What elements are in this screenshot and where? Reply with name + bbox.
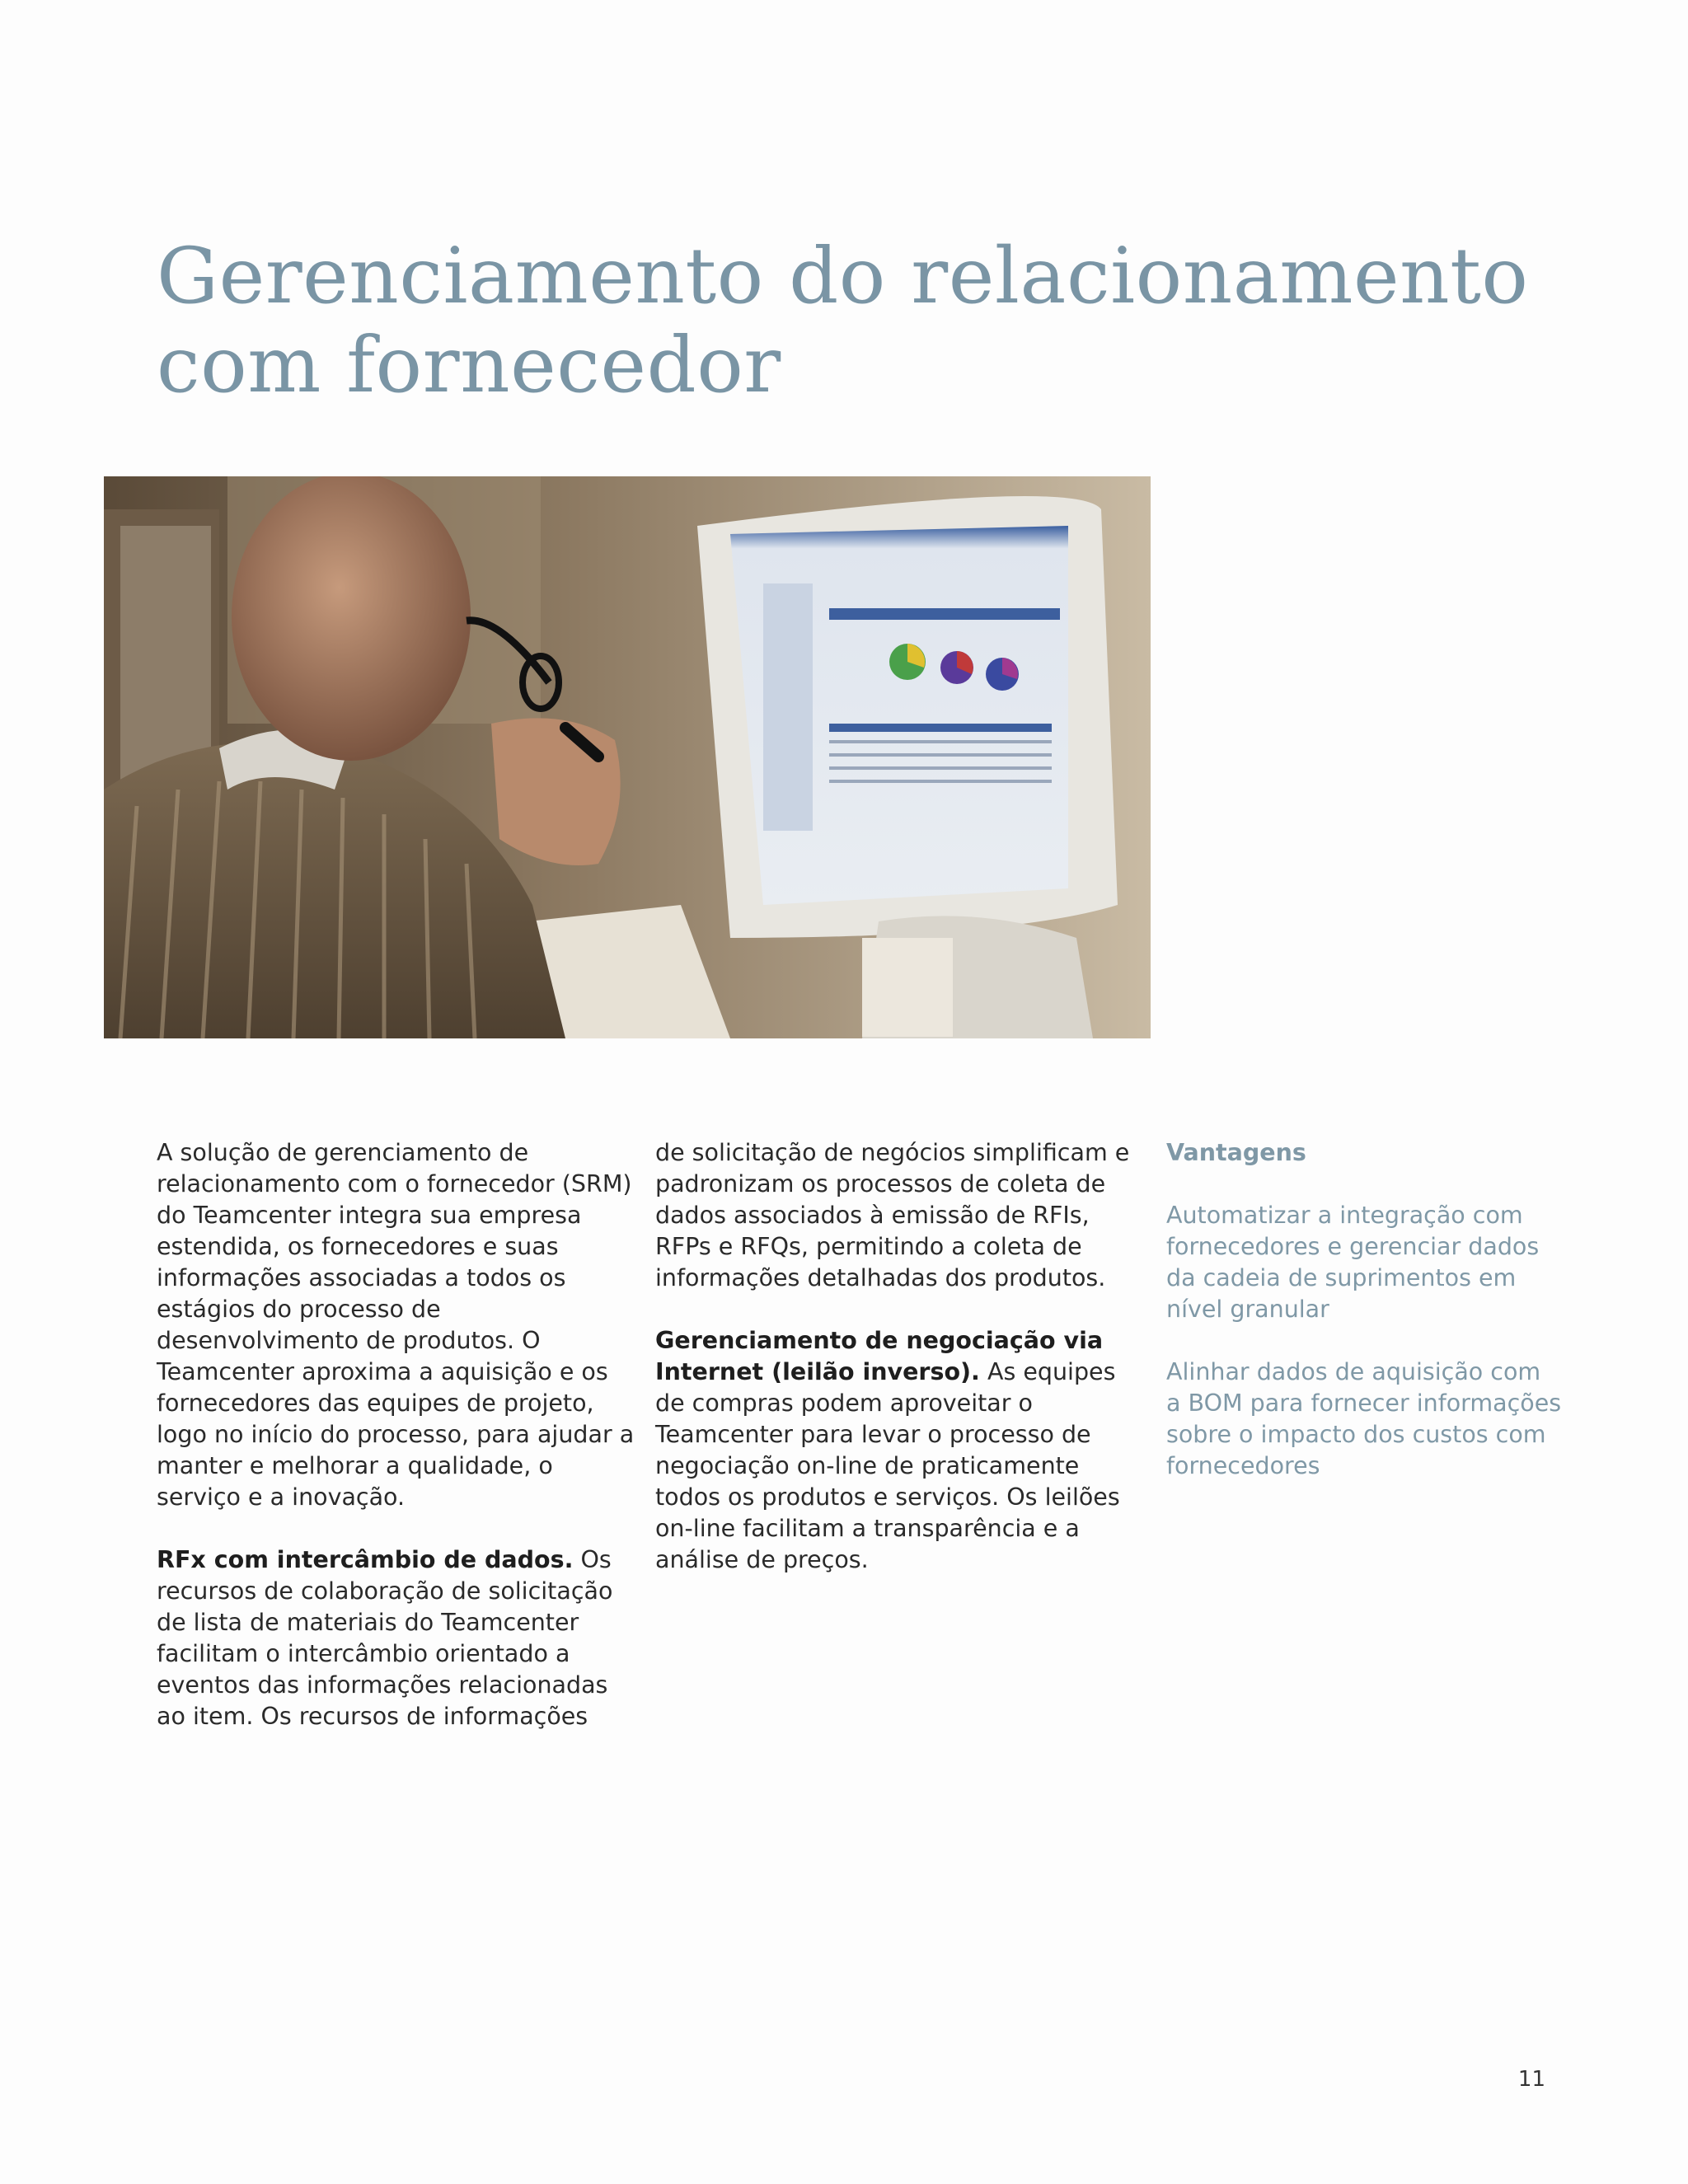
rfx-continuation-paragraph: de solicitação de negócios simplificam e padronizam os processos de coleta de dados associados à emissão de RFIs, RFPs e RFQs, permitindo a coleta de informações detalhadas dos produtos. (655, 1139, 1130, 1291)
negotiation-heading: Gerenciamento de negociação via Internet (leilão inverso). (655, 1327, 1104, 1385)
rfx-paragraph (157, 1544, 635, 1732)
page-number: 11 (1517, 2067, 1545, 2092)
advantages-heading: Vantagens (1166, 1139, 1306, 1166)
intro-paragraph: A solução de gerenciamento de relacionamento com o fornecedor (SRM) do Teamcenter integra sua empresa estendida, os fornecedores e suas informações associadas a todos os estágios do processo de desenvolvimento de produtos. O Teamcenter aproxima a aquisição e os fornecedores das equipes de projeto, logo no início do processo, para ajudar a manter e melhorar a qualidade, o serviço e a inovação. (157, 1139, 635, 1511)
advantages-sidebar (1166, 1137, 1562, 1513)
advantage-item-1: Automatizar a integração com fornecedores e gerenciar dados da cadeia de suprimentos em nível granular (1166, 1202, 1540, 1323)
rfx-heading: RFx com intercâmbio de dados. (157, 1546, 574, 1573)
body-column-2 (655, 1137, 1142, 1607)
page-title (157, 232, 1558, 410)
page-title-line-1: Gerenciamento do relacionamento (157, 232, 1529, 321)
photo-man-at-computer (104, 476, 1151, 1038)
advantage-item-2: Alinhar dados de aquisição com a BOM para fornecer informações sobre o impacto dos custos com fornecedores (1166, 1358, 1562, 1479)
negotiation-text: As equipes de compras podem aproveitar o Teamcenter para levar o processo de negociação on-line de praticamente todos os produtos e serviços. Os leilões on-line facilitam a transparência e a análise de preços. (655, 1358, 1120, 1573)
negotiation-paragraph (655, 1325, 1142, 1576)
body-column-1 (157, 1137, 635, 1764)
page-title-line-2: com fornecedor (157, 321, 781, 410)
rfx-text: Os recursos de colaboração de solicitação de lista de materiais do Teamcenter facilitam o intercâmbio orientado a eventos das informações relacionadas ao item. Os recursos de informações (157, 1546, 613, 1730)
